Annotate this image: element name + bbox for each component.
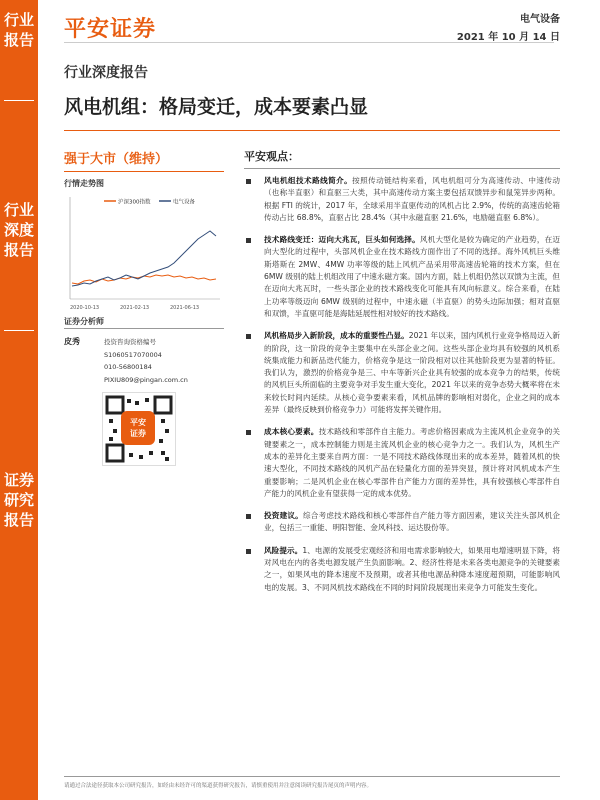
viewpoint-section — [244, 510, 560, 535]
side-tab — [0, 0, 38, 800]
section-heading: 技术路线变迁：迈向大兆瓦，巨头如何选择。 — [264, 235, 420, 245]
footer-disclaimer: 请通过合法途径获取本公司研究报告，如经由未经许可的渠道获得研究报告，请慎重使用并注意阅读研究报告尾页的声明内容。 — [64, 783, 373, 789]
analyst-email[interactable]: PIXIU809@pingan.com.cn — [104, 375, 188, 384]
qr-logo-text: 平安 — [130, 418, 146, 427]
bullet-icon — [246, 514, 251, 519]
x-tick-label: 2021-06-13 — [170, 305, 200, 311]
analyst-divider — [64, 328, 224, 329]
analyst-info — [104, 336, 188, 386]
qr-logo — [121, 411, 155, 445]
industry-label: 电气设备 — [520, 14, 560, 25]
report-type: 行业深度报告 — [64, 65, 148, 81]
analyst-name: 皮秀 — [64, 337, 80, 346]
side-divider — [4, 100, 34, 101]
legend-label-index: 沪深300指数 — [118, 199, 151, 206]
bullet-icon — [246, 334, 251, 339]
viewpoint-section — [244, 234, 560, 320]
analyst-section-title: 证券分析师 — [64, 317, 104, 326]
analyst-role: 投资咨询资格编号 — [104, 338, 156, 346]
title-divider — [64, 130, 560, 131]
bullet-icon — [246, 430, 251, 435]
rating-label: 强于大市（维持） — [64, 152, 169, 167]
page-title: 风电机组：格局变迁，成本要素凸显 — [64, 96, 369, 118]
section-body: 2021 年以来，国内风机行业竞争格局迈入新的阶段，这一阶段的竞争主要集中在头部企业之间。这些头部企业均具有较强的风机系统集成能力和新品迭代能力，价格竞争是这一阶段相对以往其他阶段更为显著的特征。我们认为，激烈的价格竞争是三、中车等新兴企业具有较强的成本竞争力的结果，传统的风机巨头所面临的主要竞争对手发生重大变化，2021 年以来的竞争态势大概率将在未来较长时间内延续。从核心竞争要素来看，风机品牌的影响相对弱化，企业之间的成本差异（最终反映到价格竞争力）可能将发挥关键作用。 — [264, 331, 560, 415]
report-date: 2021 年 10 月 14 日 — [456, 32, 560, 43]
section-heading: 投资建议。 — [264, 511, 303, 521]
side-label-1: 行业报告 — [3, 11, 34, 49]
brand-logo: 平安证券 — [64, 17, 157, 42]
bullet-icon — [246, 238, 251, 243]
left-column — [64, 148, 224, 321]
qr-code[interactable] — [102, 392, 176, 466]
viewpoint-section — [244, 330, 560, 416]
section-heading: 风险提示。 — [264, 545, 303, 555]
x-tick-label: 2020-10-13 — [70, 305, 100, 311]
rating-divider — [64, 171, 224, 172]
section-body: 1、电源的发展受宏观经济和用电需求影响较大，如果用电增速明显下降，将对风电在内的各类电源发展产生负面影响。2、经济性将是未来各类电源竞争的关键要素之一，如果风电的降本速度不及预期，或者其他电源品种降本速度超预期，可能影响风电的发展。3、不同风机技术路线在不同的时间阶段展现出来竞争力可能发生变化。 — [264, 545, 560, 592]
bullet-icon — [246, 549, 251, 554]
trend-chart-svg — [64, 191, 224, 321]
viewpoints — [244, 148, 560, 594]
viewpoint-section — [244, 545, 560, 594]
section-body: 风机大型化是较为确定的产业趋势，在迈向大型化的过程中，头部风机企业在技术路线方面作出了不同的选择。海外风机巨头维斯塔斯在 2MW、4MW 功率等级的陆上风机产品采用带高速齿轮箱的技术方案，但在 6MW 级别的陆上机组改用了中速永磁方案。国内方面，陆上机组仍然以双馈为主流，但在迈向大兆瓦时，一些头部企业的技术路线变化可能具有风向标意义。综合来看，在陆上功率等级迈向 6MW 级别的过程中，中速永磁（半直驱）的势头边际加强；相对直驱和双馈，半直驱可能是海陆延展性相对较好的技术路线。 — [264, 235, 561, 318]
legend-label-sector: 电气设备 — [173, 199, 196, 206]
side-label-2: 行业深度报告 — [3, 201, 34, 259]
section-heading: 风电机组技术路线简介。 — [264, 176, 353, 185]
section-body: 按照传动链结构来看，风电机组可分为高速传动、中速传动（也称半直驱）和直驱三大类，其中高速传动方案主要包括双馈异步和鼠笼异步两种。根据 FTI 的统计，2017 年，全球采用半直驱传动的风机占比 2.9%，传统的高速齿轮箱传动占比 68.8%，直驱占比 28.4%（其中永磁直驱 21.6%，电励磁直驱 6.8%）。 — [264, 176, 560, 222]
analyst-phone: 010-56800184 — [104, 363, 152, 371]
qr-logo-text: 证券 — [130, 429, 146, 438]
bullet-icon — [246, 179, 251, 184]
side-label-3: 证券研究报告 — [3, 471, 34, 529]
viewpoint-section — [244, 175, 560, 224]
x-tick-label: 2021-02-13 — [120, 305, 150, 311]
section-heading: 风机格局步入新阶段，成本的重要性凸显。 — [264, 331, 409, 341]
viewpoint-section — [244, 426, 560, 500]
footer-divider — [64, 776, 560, 777]
side-divider — [4, 330, 34, 331]
analyst-cert: S1060517070004 — [104, 350, 162, 359]
viewpoints-title: 平安观点： — [244, 150, 299, 163]
section-body: 技术路线和零部件自主能力。考虑价格因素成为主流风机企业竞争的关键要素之一，成本控制能力则是主流风机企业的核心竞争力之一。我们认为，风机生产成本的差异化主要来自两方面：一是不同技术路线体现出来的成本差异，随着风机的快速大型化，不同技术路线的风机产品在轻量化方面的差异突显，预计将对风机成本产生重要影响；二是风机企业在核心零部件自产能力方面的差异性，具有较强核心零部件自产能力的风机企业有望获得一定的成本优势。 — [264, 427, 560, 498]
section-body: 综合考虑技术路线和核心零部件自产能力等方面因素，建议关注头部风机企业，包括三一重能、明阳智能、金风科技、运达股份等。 — [264, 511, 561, 533]
trend-chart — [64, 191, 224, 321]
section-heading: 成本核心要素。 — [264, 427, 319, 437]
viewpoints-divider — [244, 168, 560, 169]
trend-title: 行情走势图 — [64, 179, 104, 188]
